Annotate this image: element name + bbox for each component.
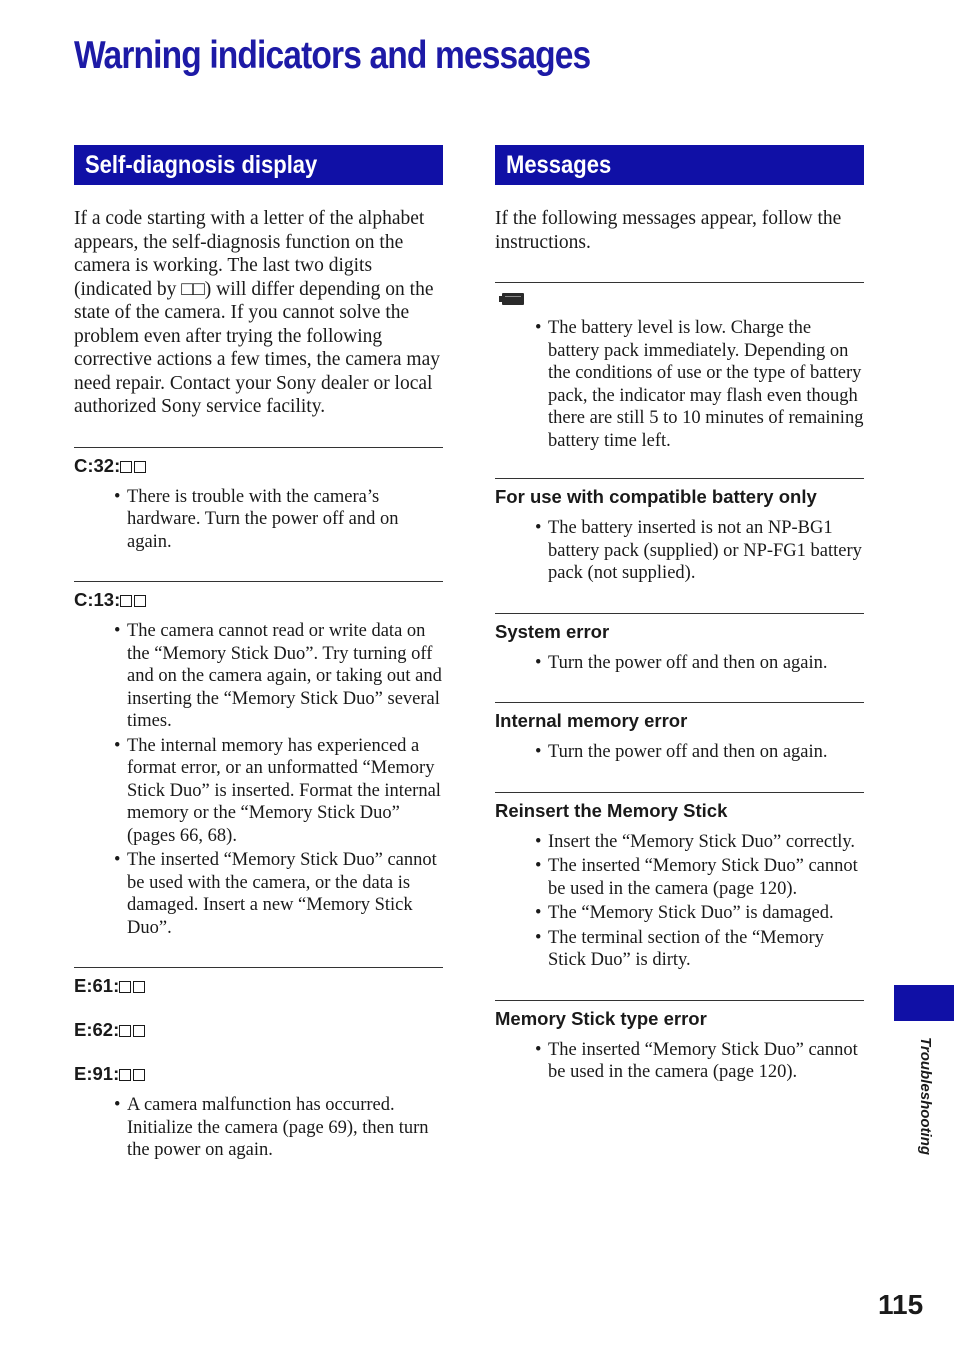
list-item: • The “Memory Stick Duo” is damaged. bbox=[495, 902, 864, 925]
messages-intro: If the following messages appear, follow the instructions. bbox=[495, 208, 842, 253]
message-compatible-battery bbox=[495, 479, 864, 585]
page-number: 115 bbox=[878, 1289, 924, 1320]
digit-box-icon bbox=[119, 1069, 131, 1081]
list-item: • The battery inserted is not an NP-BG1 battery pack (supplied) or NP-FG1 battery pack (not supplied). bbox=[495, 517, 864, 585]
digit-box-icon bbox=[133, 1069, 145, 1081]
list-item: • A camera malfunction has occurred. Initialize the camera (page 69), then turn the power on again. bbox=[74, 1094, 443, 1162]
list-item: • The battery level is low. Charge the battery pack immediately. Depending on the conditions of use or the type of battery pack, the indicator may flash even though there are still 5 to 10 minutes of remaining battery time left. bbox=[495, 317, 864, 452]
message-title: Internal memory error bbox=[495, 710, 688, 731]
messages-heading: Messages bbox=[495, 145, 864, 185]
chapter-tab bbox=[894, 985, 954, 1021]
digit-box-icon bbox=[120, 595, 132, 607]
list-item: • The inserted “Memory Stick Duo” cannot be used with the camera, or the data is damaged. Insert a new “Memory Stick Duo”. bbox=[74, 849, 443, 939]
digit-box-icon bbox=[134, 461, 146, 473]
list-item: • Turn the power off and then on again. bbox=[495, 741, 864, 764]
message-reinsert-memory-stick bbox=[495, 793, 864, 972]
list-item: • The inserted “Memory Stick Duo” cannot be used in the camera (page 120). bbox=[495, 1039, 864, 1084]
message-title: System error bbox=[495, 620, 610, 642]
list-item: • Turn the power off and then on again. bbox=[495, 652, 864, 675]
code-block-e bbox=[74, 968, 443, 1162]
code-heading: C:13: bbox=[74, 589, 443, 611]
message-title: For use with compatible battery only bbox=[495, 486, 817, 507]
list-item: • Insert the “Memory Stick Duo” correctly. bbox=[495, 831, 864, 854]
list-item: • The internal memory has experienced a format error, or an unformatted “Memory Stick Duo” is inserted. Format the internal memory or the “Memory Stick Duo” (pages 66, 68). bbox=[74, 735, 443, 848]
message-title: Memory Stick type error bbox=[495, 1007, 707, 1029]
message-type-error bbox=[495, 1001, 864, 1084]
digit-box-icon bbox=[119, 981, 131, 993]
self-diagnosis-heading: Self-diagnosis display bbox=[74, 145, 443, 185]
battery-message bbox=[495, 283, 864, 452]
page-title: Warning indicators and messages bbox=[74, 34, 591, 77]
message-internal-memory-error bbox=[495, 703, 864, 764]
code-heading: E:91: bbox=[74, 1063, 443, 1085]
list-item: • There is trouble with the camera’s hardware. Turn the power off and on again. bbox=[74, 486, 443, 554]
digit-box-icon bbox=[133, 981, 145, 993]
battery-low-icon bbox=[502, 293, 524, 305]
message-system-error bbox=[495, 614, 864, 675]
chapter-label: Troubleshooting bbox=[917, 1037, 934, 1156]
digit-box-icon bbox=[120, 461, 132, 473]
code-heading: E:62: bbox=[74, 1019, 443, 1041]
code-block-c13 bbox=[74, 582, 443, 939]
list-item: • The inserted “Memory Stick Duo” cannot be used in the camera (page 120). bbox=[495, 855, 864, 900]
code-heading: C:32: bbox=[74, 455, 443, 477]
digit-box-icon bbox=[133, 1025, 145, 1037]
digit-box-icon bbox=[134, 595, 146, 607]
list-item: • The terminal section of the “Memory Stick Duo” is dirty. bbox=[495, 927, 864, 972]
list-item: • The camera cannot read or write data on the “Memory Stick Duo”. Try turning off and on the camera again, or taking out and inserting the “Memory Stick Duo” several times. bbox=[74, 620, 443, 733]
code-heading: E:61: bbox=[74, 975, 443, 997]
code-block-c32 bbox=[74, 448, 443, 554]
digit-box-icon bbox=[119, 1025, 131, 1037]
message-title: Reinsert the Memory Stick bbox=[495, 799, 728, 821]
self-diagnosis-intro: If a code starting with a letter of the alphabet appears, the self-diagnosis function on the camera is working. The last two digits (indicated by □□) will differ depending on the state of the camera. If you cannot solve the problem even after trying the following corrective actions a few times, the camera may need repair. Contact your Sony dealer or local authorized Sony service facility. bbox=[74, 208, 440, 417]
self-diagnosis-column bbox=[74, 145, 443, 1162]
messages-column bbox=[495, 145, 864, 1084]
